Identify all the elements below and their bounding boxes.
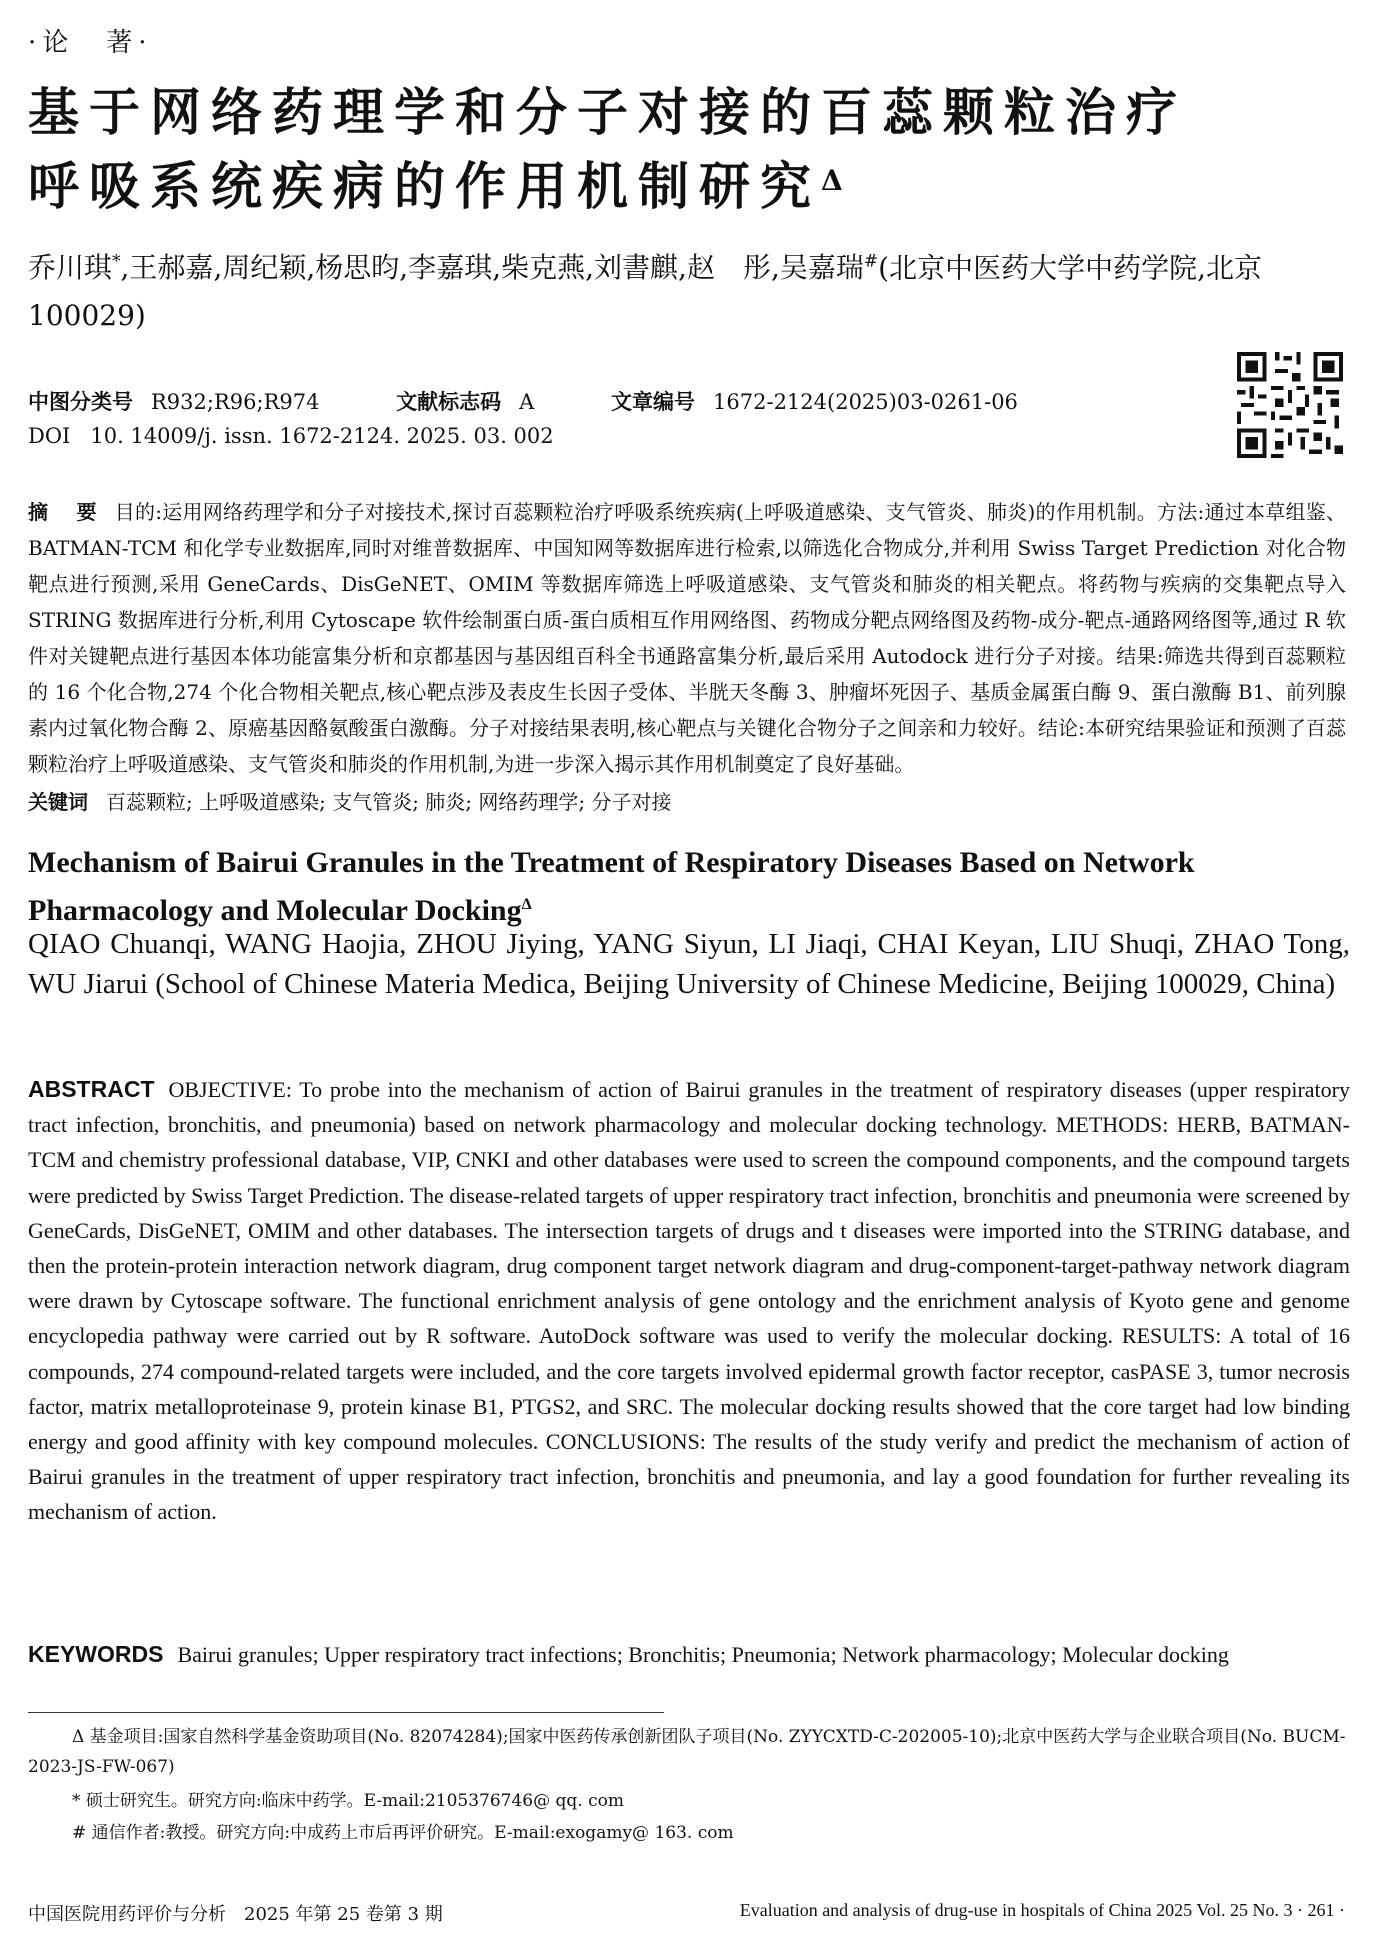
chinese-affiliation: (北京中医药大学中药学院,北京 100029) — [28, 251, 1290, 333]
author-name: 杨思昀 — [315, 251, 400, 285]
chinese-abstract-text: 目的:运用网络药理学和分子对接技术,探讨百蕊颗粒治疗呼吸系统疾病(上呼吸道感染、支气管炎、肺炎)的作用机制。方法:通过本草组鉴、BATMAN-TCM 和化学专业数据库,同时对维普数据库、中国知网等数据库进行检索,以筛选化合物成分,并利用 Swiss Target Prediction 对化合物靶点进行预测,采用 GeneCards、DisGeNET、OMIM 等数据库筛选上呼吸道感染、支气管炎和肺炎的相关靶点。将药物与疾病的交集靶点导入 STRING 数据库进行分析,利用 Cytoscape 软件绘制蛋白质-蛋白质相互作用网络图、药物成分靶点网络图及药物-成分-靶点-通路网络图等,通过 R 软件对关键靶点进行基因本体功能富集分析和京都基因与基因组百科全书通路富集分析,最后采用 Autodock 进行分子对接。结果:筛选共得到百蕊颗粒的 16 个化合物,274 个化合物相关靶点,核心靶点涉及表皮生长因子受体、半胱天冬酶 3、肿瘤坏死因子、基质金属蛋白酶 9、蛋白激酶 B1、前列腺素内过氧化物合酶 2、原癌基因酪氨酸蛋白激酶。分子对接结果表明,核心靶点与关键化合物分子之间亲和力较好。结论:本研究结果验证和预测了百蕊颗粒治疗上呼吸道感染、支气管炎和肺炎的作用机制,为进一步深入揭示其作用机制奠定了良好基础。 — [28, 500, 1346, 776]
clc-label: 中图分类号 — [28, 390, 133, 414]
chinese-title-line-1: 基于网络药理学和分子对接的百蕊颗粒治疗 — [28, 83, 1188, 143]
author-name: 吴嘉瑞 — [779, 251, 864, 285]
author-name: 王郝嘉 — [129, 251, 214, 285]
english-abstract-text: OBJECTIVE: To probe into the mechanism of action of Bairui granules in the treatment of respiratory diseases (upper respiratory tract infection, bronchitis, and pneumonia) based on network pharmacology and molecular docking technology. METHODS: HERB, BATMAN-TCM and chemistry professional database, VIP, CNKI and other databases were used to screen the compound components, and the compound targets were predicted by Swiss Target Prediction. The disease-related targets of upper respiratory tract infection, bronchitis and pneumonia were screened by GeneCards, DisGeNET, OMIM and other databases. The intersection targets of drugs and t diseases were imported into the STRING database, and then the protein-protein interaction network diagram, drug component target network diagram and drug-component-target-pathway network diagram were drawn by Cytoscape software. The functional enrichment analysis of gene ontology and the enrichment analysis of Kyoto gene and genome encyclopedia pathway were carried out by R software. AutoDock software was used to verify the molecular docking. RESULTS: A total of 16 compounds, 274 compound-related targets were included, and the core targets involved epidermal growth factor receptor, casPASE 3, tumor necrosis factor, matrix metalloproteinase 9, protein kinase B1, PTGS2, and SRC. The molecular docking results showed that the core target had low binding energy and good affinity with key compound molecules. CONCLUSIONS: The results of the study verify and predict the mechanism of action of Bairui granules in the treatment of upper respiratory tract infection, bronchitis and pneumonia, and lay a good foundation for further revealing its mechanism of action. — [28, 1077, 1350, 1525]
english-title-fund-mark: Δ — [521, 896, 532, 913]
article-number-value: 1672-2124(2025)03-0261-06 — [713, 390, 1018, 414]
doc-code-value: A — [519, 390, 535, 414]
footer-journal-en: Evaluation and analysis of drug-use in hospitals of China 2025 Vol. 25 No. 3 · 261 · — [739, 1900, 1345, 1920]
author-name: 李嘉琪 — [408, 251, 493, 285]
article-number-label: 文章编号 — [611, 390, 696, 414]
footnote-divider — [28, 1712, 664, 1713]
footnote-corresponding-author[interactable]: # 通信作者:教授。研究方向:中成药上市后再评价研究。E-mail:exogamy@ 163. com — [72, 1823, 734, 1843]
chinese-keywords-label: 关键词 — [28, 790, 88, 814]
author-name: 柴克燕 — [501, 251, 586, 285]
chinese-title — [28, 76, 1348, 224]
english-keywords-text: Bairui granules; Upper respiratory tract infections; Bronchitis; Pneumonia; Network pharmacology; Molecular docking — [177, 1642, 1229, 1667]
doi-value: 10. 14009/j. issn. 1672-2124. 2025. 03. 002 — [90, 424, 554, 448]
english-keywords-label: KEYWORDS — [28, 1641, 164, 1667]
footnote-first-author[interactable]: * 硕士研究生。研究方向:临床中药学。E-mail:2105376746@ qq. com — [72, 1791, 624, 1811]
classification-line — [28, 386, 1018, 416]
doc-code-label: 文献标志码 — [396, 390, 502, 414]
chinese-authors — [28, 238, 1348, 340]
author-mark: * — [112, 252, 121, 272]
section-label: ·论 著· — [28, 28, 153, 58]
footnote-fund: Δ 基金项目:国家自然科学基金资助项目(No. 82074284);国家中医药传承创新团队子项目(No. ZYYCXTD-C-202005-10);北京中医药大学与企业联合项目(No. BUCM-2023-JS-FW-067) — [28, 1727, 1346, 1777]
chinese-title-line-2: 呼吸系统疾病的作用机制研究$^\Delta$ — [28, 157, 853, 217]
clc-value: R932;R96;R974 — [151, 390, 320, 414]
doi-label: DOI — [28, 424, 71, 448]
english-abstract-label: ABSTRACT — [28, 1076, 155, 1102]
qr-code-icon[interactable] — [1237, 352, 1343, 458]
author-name: 乔川琪 — [28, 251, 113, 285]
chinese-abstract — [28, 494, 1346, 782]
english-keywords — [28, 1636, 1350, 1673]
doi-line — [28, 424, 554, 448]
author-list: 乔川琪*,王郝嘉,周纪颖,杨思昀,李嘉琪,柴克燕,刘書麒,赵 彤,吴嘉瑞# — [28, 251, 879, 285]
author-name: 赵 彤 — [686, 251, 771, 285]
chinese-abstract-label: 摘 要 — [28, 500, 101, 524]
chinese-keywords-text: 百蕊颗粒; 上呼吸道感染; 支气管炎; 肺炎; 网络药理学; 分子对接 — [106, 790, 672, 814]
english-abstract — [28, 1072, 1350, 1530]
author-mark: # — [863, 252, 879, 272]
english-authors: QIAO Chuanqi, WANG Haojia, ZHOU Jiying, YANG Siyun, LI Jiaqi, CHAI Keyan, LIU Shuqi, ZHAO Tong, WU Jiarui (School of Chinese Materia Medica, Beijing University of Chinese Medicine, Beijing 100029, China) — [28, 928, 1350, 1000]
title-fund-mark: Δ — [821, 164, 853, 197]
chinese-keywords — [28, 784, 1346, 820]
footer-journal-cn: 中国医院用药评价与分析 2025 年第 25 卷第 3 期 — [28, 1904, 443, 1925]
author-name: 周纪颖 — [222, 251, 307, 285]
author-name: 刘書麒 — [594, 251, 679, 285]
english-title: Mechanism of Bairui Granules in the Treatment of Respiratory Diseases Based on Network Pharmacology and Molecular Docking$^\Delta$ — [28, 846, 1195, 927]
